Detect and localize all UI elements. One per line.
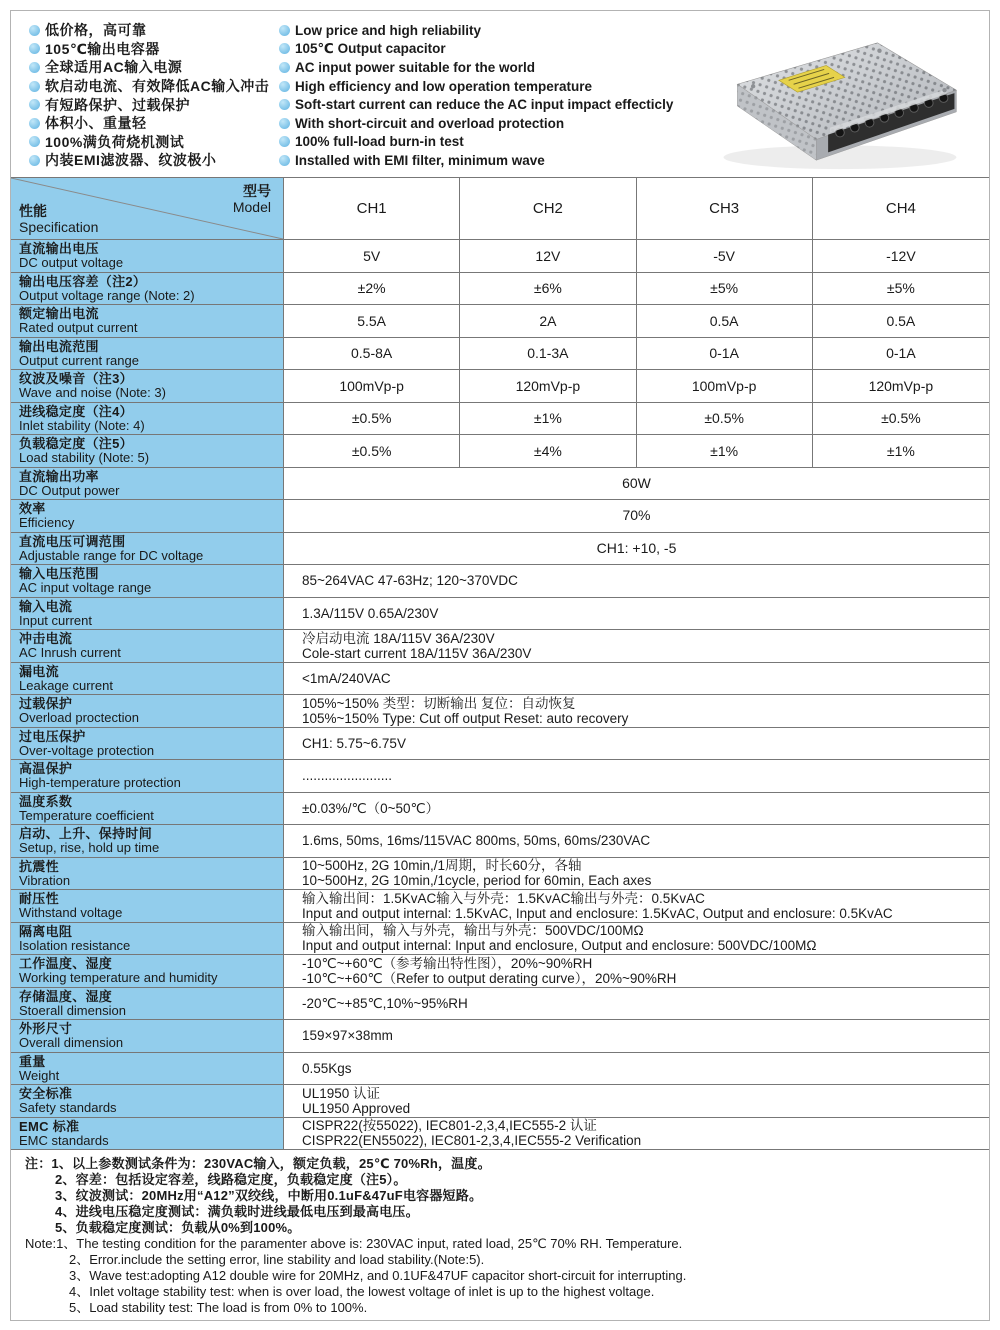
row-label-cn: 负载稳定度（注5） [19, 436, 133, 451]
feature-item [29, 77, 279, 96]
feature-item [29, 151, 279, 170]
value-line: 0.55Kgs [302, 1060, 352, 1076]
value-cell [284, 890, 989, 923]
spec-header-label [19, 203, 98, 235]
row-label-cn: EMC 标准 [19, 1118, 80, 1134]
row-label [11, 273, 284, 306]
value-cell: 5.5A [284, 305, 460, 338]
feature-item [29, 21, 279, 40]
row-label-en: Overload proctection [19, 710, 139, 725]
value-cell [284, 598, 989, 631]
feature-item [29, 58, 279, 77]
row-label-cn: 输出电压容差（注2） [19, 273, 147, 289]
row-label-en: Safety standards [19, 1100, 117, 1115]
row-label-cn: 温度系数 [19, 793, 73, 809]
row-label-en: AC input voltage range [19, 580, 152, 595]
value-line: 70% [622, 507, 651, 524]
row-label [11, 1020, 284, 1053]
row-label-cn: 输入电压范围 [19, 566, 99, 581]
row-label-cn: 过载保护 [19, 696, 73, 711]
value-cell [284, 695, 989, 728]
bullet-icon [279, 62, 290, 73]
row-label [11, 598, 284, 631]
header-corner-cell [11, 178, 284, 240]
value-cell: 120mVp-p [460, 370, 636, 403]
model-label-cn: 型号 [243, 183, 271, 199]
value-cell: ±1% [460, 403, 636, 436]
row-label [11, 435, 284, 468]
value-cell [284, 923, 989, 956]
row-label [11, 1053, 284, 1086]
value-cell: 2A [460, 305, 636, 338]
bullet-icon [279, 43, 290, 54]
row-label [11, 793, 284, 826]
value-line: -10℃~+60℃（参考输出特性图），20%~90%RH [302, 955, 593, 971]
column-header: CH4 [813, 178, 989, 240]
value-cell [284, 533, 989, 566]
value-cell: ±0.5% [284, 403, 460, 436]
note-line: 3、纹波测试：20MHz用“A12”双绞线，中断用0.1uF&47uF电容器短路。 [55, 1188, 483, 1203]
value-cell: 100mVp-p [284, 370, 460, 403]
row-label-cn: 安全标准 [19, 1086, 73, 1101]
row-label-en: Temperature coefficient [19, 807, 154, 823]
feature-item [29, 95, 279, 114]
feature-text: 全球适用AC输入电源 [45, 59, 183, 76]
row-label-en: Overall dimension [19, 1035, 124, 1050]
model-header-label [233, 183, 271, 215]
bullet-icon [279, 136, 290, 147]
value-line: -10℃~+60℃（Refer to output derating curve），20%~90%RH [302, 970, 677, 986]
row-label-cn: 耐压性 [19, 891, 59, 906]
value-line: CH1: 5.75~6.75V [302, 735, 406, 751]
value-cell [284, 1085, 989, 1118]
feature-item [279, 58, 704, 77]
row-label-cn: 输入电流 [19, 598, 73, 614]
row-label-en: AC Inrush current [19, 645, 121, 660]
row-label-en: Working temperature and humidity [19, 970, 218, 985]
row-label-cn: 直流电压可调范围 [19, 533, 126, 549]
value-cell: 100mVp-p [637, 370, 813, 403]
row-label-en: Adjustable range for DC voltage [19, 547, 204, 563]
value-cell: 12V [460, 240, 636, 273]
row-label [11, 565, 284, 598]
value-cell: ±5% [637, 273, 813, 306]
note-line: 4、Inlet voltage stability test: when is over load, the lowest voltage of inlet is up to the highest voltage. [69, 1284, 655, 1299]
row-label-cn: 过电压保护 [19, 728, 86, 744]
value-line: 1.6ms, 50ms, 16ms/115VAC 800ms, 50ms, 60ms/230VAC [302, 833, 651, 849]
value-line: 105%~150% 类型：切断输出 复位：自动恢复 [302, 695, 576, 711]
value-line: CH1: +10, -5 [596, 539, 677, 556]
row-label [11, 240, 284, 273]
value-cell: ±1% [637, 435, 813, 468]
row-label-cn: 直流输出电压 [19, 241, 99, 256]
value-line: Input and output internal: 1.5KvAC, Input and enclosure: 1.5KvAC, Output and enclosure: 0.5KvAC [302, 905, 893, 921]
row-label [11, 500, 284, 533]
row-label [11, 468, 284, 501]
value-line: 159×97×38mm [302, 1028, 393, 1044]
value-cell [284, 988, 989, 1021]
feature-text: 100%满负荷烧机测试 [45, 133, 185, 150]
feature-item [279, 40, 704, 59]
feature-text: 软启动电流、有效降低AC输入冲击 [45, 78, 270, 95]
value-line: UL1950 认证 [302, 1085, 381, 1101]
feature-text: 105℃ Output capacitor [295, 40, 446, 56]
row-label [11, 955, 284, 988]
value-cell [284, 728, 989, 761]
bullet-icon [29, 155, 40, 166]
value-line: 10~500Hz, 2G 10min,/1cycle, period for 60min, Each axes [302, 873, 652, 889]
bullet-icon [279, 155, 290, 166]
row-label [11, 890, 284, 923]
value-line: ±0.03%/℃（0~50℃） [302, 800, 440, 816]
value-line: -20℃~+85℃,10%~95%RH [302, 995, 468, 1011]
datasheet-page [10, 10, 990, 1321]
row-label [11, 338, 284, 371]
row-label-cn: 冲击电流 [19, 631, 73, 646]
value-line: 105%~150% Type: Cut off output Reset: auto recovery [302, 710, 629, 726]
spec-label-en: Specification [19, 219, 99, 235]
value-line: CISPR22(EN55022), IEC801-2,3,4,IEC555-2 Verification [302, 1133, 642, 1149]
row-label-en: Efficiency [19, 515, 75, 530]
bullet-icon [29, 62, 40, 73]
feature-item [29, 133, 279, 152]
row-label-cn: 进线稳定度（注4） [19, 403, 133, 419]
value-line: 输入输出间，输入与外壳，输出与外壳：500VDC/100MΩ [302, 923, 644, 939]
value-cell: 0.5A [637, 305, 813, 338]
row-label-en: High-temperature protection [19, 775, 181, 790]
row-label-en: DC Output power [19, 482, 120, 498]
feature-item [279, 95, 704, 114]
row-label-cn: 额定输出电流 [19, 306, 99, 321]
row-label-en: Wave and noise (Note: 3) [19, 385, 166, 400]
row-label-en: Vibration [19, 872, 71, 888]
row-label [11, 825, 284, 858]
bullet-icon [279, 99, 290, 110]
row-label-en: Withstand voltage [19, 905, 123, 920]
row-label [11, 370, 284, 403]
row-label-en: Rated output current [19, 320, 138, 335]
model-label-en: Model [232, 199, 271, 215]
value-cell: 0.5A [813, 305, 989, 338]
value-line: 输入输出间：1.5KvAC输入与外壳：1.5KvAC输出与外壳：0.5KvAC [302, 890, 705, 906]
row-label-en: Setup, rise, hold up time [19, 840, 160, 855]
value-cell: 0-1A [813, 338, 989, 371]
row-label [11, 403, 284, 436]
value-cell [284, 663, 989, 696]
row-label [11, 663, 284, 696]
note-line: 2、Error.include the setting error, line stability and load stability.(Note:5). [69, 1252, 485, 1267]
value-line: 冷启动电流 18A/115V 36A/230V [302, 630, 495, 646]
value-line: CISPR22(按55022), IEC801-2,3,4,IEC555-2 认证 [302, 1118, 597, 1134]
value-line: UL1950 Approved [302, 1100, 411, 1116]
spec-label-cn: 性能 [19, 203, 47, 219]
value-cell: -12V [813, 240, 989, 273]
power-supply-image [708, 29, 968, 177]
bullet-icon [29, 136, 40, 147]
feature-text: 低价格，高可靠 [45, 22, 147, 39]
bullet-icon [29, 81, 40, 92]
row-label [11, 1085, 284, 1118]
value-cell: 0-1A [637, 338, 813, 371]
product-photo [708, 29, 970, 177]
value-line: 85~264VAC 47-63Hz; 120~370VDC [302, 573, 518, 589]
row-label [11, 533, 284, 566]
feature-item [279, 133, 704, 152]
value-cell: ±0.5% [813, 403, 989, 436]
value-cell [284, 825, 989, 858]
value-cell [284, 793, 989, 826]
row-label-en: Input current [19, 612, 92, 628]
column-header: CH1 [284, 178, 460, 240]
feature-item [29, 114, 279, 133]
value-cell [284, 1020, 989, 1053]
row-label-en: Output voltage range (Note: 2) [19, 287, 195, 303]
value-cell [284, 760, 989, 793]
note-line: 4、进线电压稳定度测试：满负载时进线最低电压到最高电压。 [55, 1204, 419, 1219]
note-line: 5、负载稳定度测试：负载从0%到100%。 [55, 1220, 301, 1235]
value-cell: -5V [637, 240, 813, 273]
row-label [11, 630, 284, 663]
row-label-cn: 隔离电阻 [19, 923, 73, 939]
value-line: 10~500Hz, 2G 10min,/1周期，时长60分，各轴 [302, 858, 582, 874]
row-label-cn: 存储温度、湿度 [19, 988, 113, 1004]
row-label-cn: 启动、上升、保持时间 [19, 826, 153, 841]
column-header: CH3 [637, 178, 813, 240]
bullet-icon [279, 81, 290, 92]
row-label-cn: 工作温度、湿度 [19, 956, 113, 971]
feature-text: 有短路保护、过载保护 [45, 96, 190, 113]
bullet-icon [29, 43, 40, 54]
feature-text: With short-circuit and overload protection [295, 115, 565, 131]
bullet-icon [29, 99, 40, 110]
feature-item [279, 114, 704, 133]
bullet-icon [279, 118, 290, 129]
feature-text: Soft-start current can reduce the AC input impact effecticly [295, 97, 674, 113]
row-label-en: Load stability (Note: 5) [19, 450, 150, 465]
value-cell: 120mVp-p [813, 370, 989, 403]
feature-text: 105℃输出电容器 [45, 40, 160, 57]
feature-item [279, 77, 704, 96]
value-line: ........................ [302, 768, 393, 784]
row-label-cn: 输出电流范围 [19, 338, 99, 354]
row-label-en: Isolation resistance [19, 937, 131, 953]
row-label-cn: 效率 [19, 501, 46, 516]
row-label-cn: 漏电流 [19, 663, 59, 679]
feature-text: AC input power suitable for the world [295, 59, 536, 75]
row-label [11, 760, 284, 793]
row-label-en: Over-voltage protection [19, 742, 155, 758]
row-label-cn: 抗震性 [19, 858, 59, 874]
bullet-icon [279, 25, 290, 36]
note-line: 3、Wave test:adopting A12 double wire for 20MHz, and 0.1UF&47UF capacitor short-circuit for interrupting. [69, 1268, 687, 1283]
feature-text: 内装EMI滤波器、纹波极小 [45, 152, 217, 169]
features-list-en [279, 21, 704, 177]
feature-item [279, 151, 704, 170]
value-line: 1.3A/115V 0.65A/230V [302, 605, 439, 621]
value-cell: ±4% [460, 435, 636, 468]
row-label [11, 305, 284, 338]
notes-section [11, 1150, 989, 1320]
feature-item [279, 21, 704, 40]
value-cell [284, 565, 989, 598]
row-label-cn: 直流输出功率 [19, 468, 99, 484]
value-cell: ±6% [460, 273, 636, 306]
value-cell: ±5% [813, 273, 989, 306]
bullet-icon [29, 118, 40, 129]
feature-text: 100% full-load burn-in test [295, 134, 464, 150]
value-cell: ±0.5% [284, 435, 460, 468]
feature-item [29, 40, 279, 59]
row-label-cn: 重量 [19, 1053, 46, 1069]
value-cell [284, 500, 989, 533]
row-label-en: Stoerall dimension [19, 1002, 126, 1018]
features-section [11, 11, 989, 177]
value-cell [284, 858, 989, 891]
value-cell: ±2% [284, 273, 460, 306]
row-label-en: Weight [19, 1067, 60, 1083]
spec-table [11, 177, 989, 1150]
feature-text: Low price and high reliability [295, 22, 482, 38]
value-line: Cole-start current 18A/115V 36A/230V [302, 645, 532, 661]
row-label-en: EMC standards [19, 1132, 109, 1148]
value-line: 60W [622, 474, 651, 491]
note-line: 注：1、以上参数测试条件为：230VAC输入，额定负载，25℃ 70%Rh，温度。 [25, 1156, 491, 1171]
value-cell [284, 1118, 989, 1151]
row-label [11, 923, 284, 956]
row-label-cn: 纹波及噪音（注3） [19, 371, 133, 386]
value-cell: 0.5-8A [284, 338, 460, 371]
row-label-en: Output current range [19, 352, 139, 368]
value-cell [284, 468, 989, 501]
row-label-en: Leakage current [19, 677, 113, 693]
note-line: 2、容差：包括设定容差，线路稳定度，负载稳定度（注5）。 [55, 1172, 407, 1187]
row-label-cn: 高温保护 [19, 761, 73, 776]
feature-text: 体积小、重量轻 [45, 115, 147, 132]
value-cell [284, 955, 989, 988]
value-cell: 5V [284, 240, 460, 273]
row-label [11, 988, 284, 1021]
row-label [11, 728, 284, 761]
note-line: Note:1、The testing condition for the paramenter above is: 230VAC input, rated load, 25℃ 70% RH. Temperature. [25, 1236, 683, 1251]
row-label [11, 1118, 284, 1151]
value-cell [284, 1053, 989, 1086]
note-line: 5、Load stability test: The load is from 0% to 100%. [69, 1300, 368, 1315]
value-cell: ±1% [813, 435, 989, 468]
feature-text: Installed with EMI filter, minimum wave [295, 152, 545, 168]
feature-text: High efficiency and low operation temperature [295, 78, 593, 94]
value-cell [284, 630, 989, 663]
row-label-en: DC output voltage [19, 255, 124, 270]
column-header: CH2 [460, 178, 636, 240]
row-label-cn: 外形尺寸 [19, 1021, 73, 1036]
value-cell: 0.1-3A [460, 338, 636, 371]
row-label-en: Inlet stability (Note: 4) [19, 417, 145, 433]
value-line: <1mA/240VAC [302, 670, 391, 686]
row-label [11, 695, 284, 728]
bullet-icon [29, 25, 40, 36]
row-label [11, 858, 284, 891]
value-line: Input and output internal: Input and enclosure, Output and enclosure: 500VDC/100MΩ [302, 938, 817, 954]
value-cell: ±0.5% [637, 403, 813, 436]
features-list-cn [29, 21, 279, 177]
